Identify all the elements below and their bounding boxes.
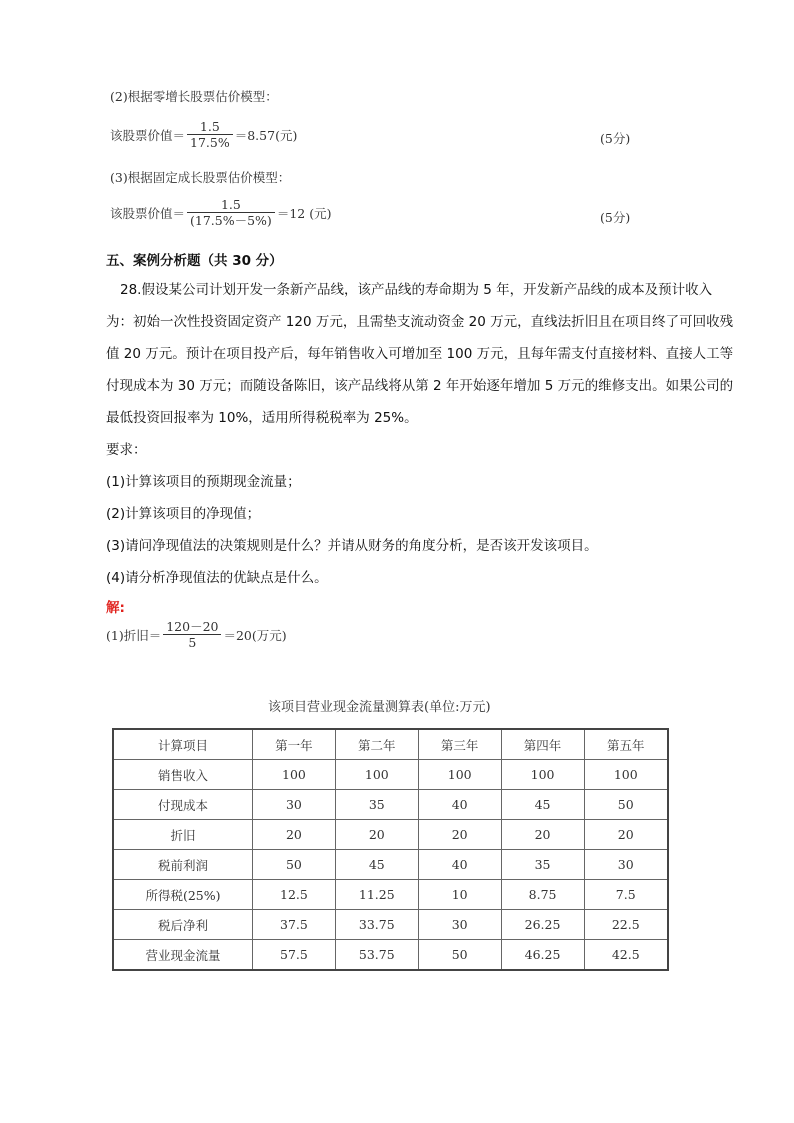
table-cell: 20 [584, 820, 668, 850]
requirement-1: (1)计算该项目的预期现金流量； [106, 474, 301, 490]
requirement-2: (2)计算该项目的净现值； [106, 506, 261, 522]
table-header-cell: 第一年 [253, 729, 336, 760]
table-cell: 20 [501, 820, 584, 850]
formula-2-result: ＝8.57(元) [234, 127, 298, 143]
table-cell: 57.5 [253, 940, 336, 971]
table-cell: 53.75 [335, 940, 418, 971]
question-28-line-4: 付现成本为 30 万元；而随设备陈旧，该产品线将从第 2 年开始逐年增加 5 万元的维修支出。如果公司的 [106, 378, 734, 394]
formula-2-numerator: 1.5 [199, 119, 220, 134]
table-row-label: 税后净利 [113, 910, 253, 940]
table-cell: 100 [418, 760, 501, 790]
table-cell: 40 [418, 790, 501, 820]
table-cell: 35 [335, 790, 418, 820]
formula-3-score: (5分) [600, 210, 631, 225]
table-cell: 50 [253, 850, 336, 880]
table-cell: 100 [501, 760, 584, 790]
table-cell: 7.5 [584, 880, 668, 910]
table-cell: 30 [418, 910, 501, 940]
formula-2 [110, 120, 297, 149]
table-row [113, 940, 668, 971]
table-row [113, 850, 668, 880]
table-header-cell: 第四年 [501, 729, 584, 760]
table-title: 该项目营业现金流量测算表(单位:万元) [268, 700, 491, 715]
table-row-label: 付现成本 [113, 790, 253, 820]
table-header-cell: 第五年 [584, 729, 668, 760]
requirements-label: 要求： [106, 442, 147, 458]
table-row-label: 营业现金流量 [113, 940, 253, 971]
depreciation-prefix: (1)折旧＝ [106, 627, 162, 643]
cash-flow-table [112, 728, 669, 971]
depreciation-fraction [163, 620, 221, 649]
table-cell: 40 [418, 850, 501, 880]
table-row-label: 所得税(25%) [113, 880, 253, 910]
table-cell: 100 [584, 760, 668, 790]
table-cell: 30 [584, 850, 668, 880]
table-row-label: 销售收入 [113, 760, 253, 790]
depreciation-formula [106, 620, 287, 649]
question-28-line-2: 为：初始一次性投资固定资产 120 万元，且需垫支流动资金 20 万元，直线法折旧且在项目终了可回收残 [106, 314, 734, 330]
table-row [113, 910, 668, 940]
question-28-line-3: 值 20 万元。预计在项目投产后，每年销售收入可增加至 100 万元，且每年需支付直接材料、直接人工等 [106, 346, 734, 362]
table-cell: 22.5 [584, 910, 668, 940]
depreciation-numerator: 120－20 [166, 619, 219, 634]
table-cell: 20 [418, 820, 501, 850]
formula-2-score: (5分) [600, 131, 631, 146]
table-header-cell: 计算项目 [113, 729, 253, 760]
table-row [113, 790, 668, 820]
formula-3-result: ＝12 (元) [276, 205, 332, 221]
question-28-line-5: 最低投资回报率为 10%，适用所得税税率为 25%。 [106, 410, 418, 426]
table-header-cell: 第三年 [418, 729, 501, 760]
table-header-row [113, 729, 668, 760]
table-cell: 100 [253, 760, 336, 790]
table-row [113, 880, 668, 910]
formula-3-fraction [187, 198, 275, 227]
formula-3-prefix: 该股票价值＝ [110, 205, 186, 221]
table-cell: 50 [418, 940, 501, 971]
formula-3-denominator: (17.5%－5%) [187, 212, 275, 227]
table-cell: 37.5 [253, 910, 336, 940]
table-cell: 26.25 [501, 910, 584, 940]
table-row-label: 折旧 [113, 820, 253, 850]
section-2-heading: (2)根据零增长股票估价模型： [110, 89, 278, 104]
depreciation-denominator: 5 [163, 634, 221, 649]
requirement-4: (4)请分析净现值法的优缺点是什么。 [106, 570, 328, 586]
table-cell: 45 [501, 790, 584, 820]
depreciation-result: ＝20(万元) [223, 627, 287, 643]
section-3-heading: (3)根据固定成长股票估价模型： [110, 170, 291, 185]
table-cell: 45 [335, 850, 418, 880]
table-cell: 20 [253, 820, 336, 850]
table-cell: 50 [584, 790, 668, 820]
table-cell: 30 [253, 790, 336, 820]
table-cell: 8.75 [501, 880, 584, 910]
formula-2-prefix: 该股票价值＝ [110, 127, 186, 143]
table-cell: 35 [501, 850, 584, 880]
formula-2-denominator: 17.5% [187, 134, 233, 149]
formula-3-numerator: 1.5 [220, 197, 241, 212]
question-28-line-1: 28.假设某公司计划开发一条新产品线，该产品线的寿命期为 5 年，开发新产品线的成本及预计收入 [120, 282, 713, 298]
answer-label: 解: [106, 600, 125, 616]
table-cell: 10 [418, 880, 501, 910]
table-cell: 11.25 [335, 880, 418, 910]
table-row [113, 760, 668, 790]
table-cell: 33.75 [335, 910, 418, 940]
table-cell: 46.25 [501, 940, 584, 971]
part-5-title: 五、案例分析题（共 30 分） [106, 253, 283, 269]
table-header-cell: 第二年 [335, 729, 418, 760]
formula-2-fraction [187, 120, 233, 149]
table-cell: 42.5 [584, 940, 668, 971]
table-cell: 12.5 [253, 880, 336, 910]
formula-3 [110, 198, 331, 227]
table-row-label: 税前利润 [113, 850, 253, 880]
table-cell: 100 [335, 760, 418, 790]
table-row [113, 820, 668, 850]
table-cell: 20 [335, 820, 418, 850]
requirement-3: (3)请问净现值法的决策规则是什么？并请从财务的角度分析，是否该开发该项目。 [106, 538, 598, 554]
